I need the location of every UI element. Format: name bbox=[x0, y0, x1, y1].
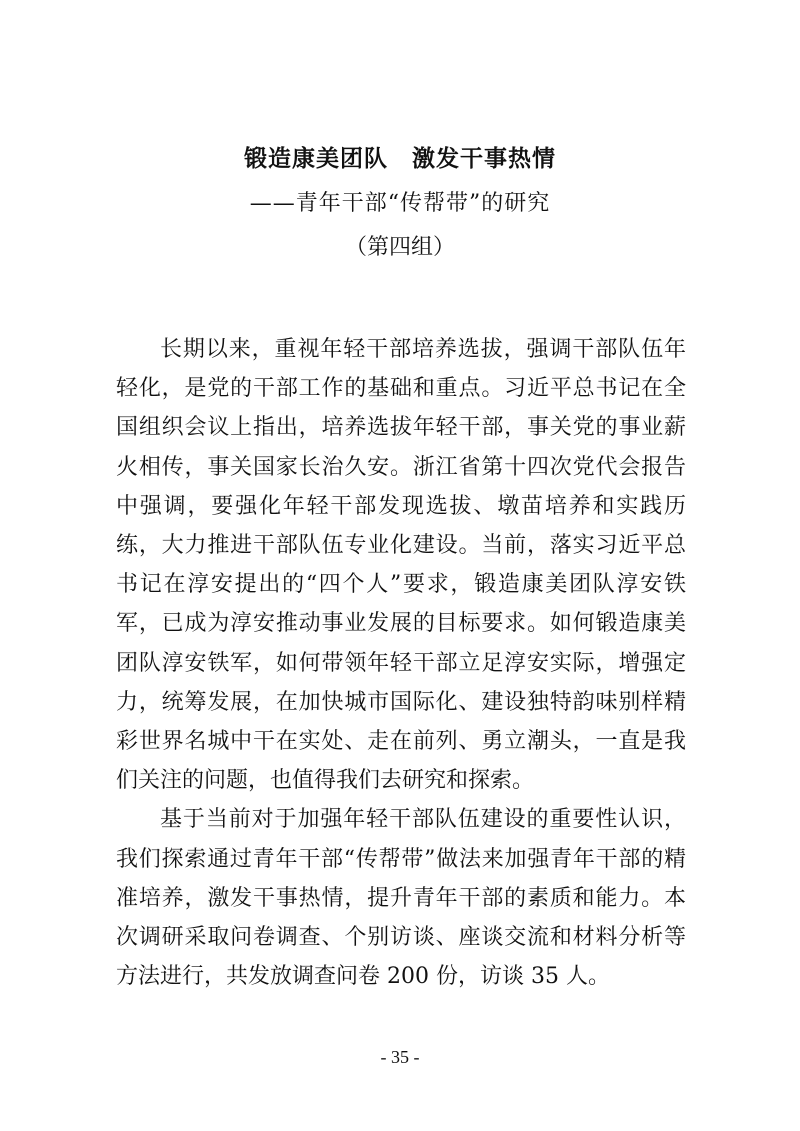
document-title: 锻造康美团队 激发干事热情 bbox=[244, 146, 556, 172]
page-number: - 35 - bbox=[380, 1047, 420, 1067]
paragraph-2: 基于当前对于加强年轻干部队伍建设的重要性认识，我们探索通过青年干部“传帮带”做法来加强青年干部的精准培养，激发干事热情，提升青年干部的素质和能力。本次调研采取问卷调查、个别访谈、座谈交流和材料分析等方法进行，共发放调查问卷 200 份，访谈 35 人。 bbox=[116, 807, 686, 990]
document-subtitle: ——青年干部“传帮带”的研究 bbox=[249, 191, 551, 216]
body-text bbox=[116, 330, 686, 996]
paragraph-1: 长期以来，重视年轻干部培养选拔，强调干部队伍年轻化，是党的干部工作的基础和重点。习近平总书记在全国组织会议上指出，培养选拔年轻干部，事关党的事业薪火相传，事关国家长治久安。浙江省第十四次党代会报告中强调，要强化年轻干部发现选拔、墩苗培养和实践历练，大力推进干部队伍专业化建设。当前，落实习近平总书记在淳安提出的“四个人”要求，锻造康美团队淳安铁军，已成为淳安推动事业发展的目标要求。如何锻造康美团队淳安铁军，如何带领年轻干部立足淳安实际，增强定力，统筹发展，在加快城市国际化、建设独特韵味别样精彩世界名城中干在实处、走在前列、勇立潮头，一直是我们关注的问题，也值得我们去研究和探索。 bbox=[116, 337, 686, 794]
group-label: （第四组） bbox=[344, 235, 455, 260]
